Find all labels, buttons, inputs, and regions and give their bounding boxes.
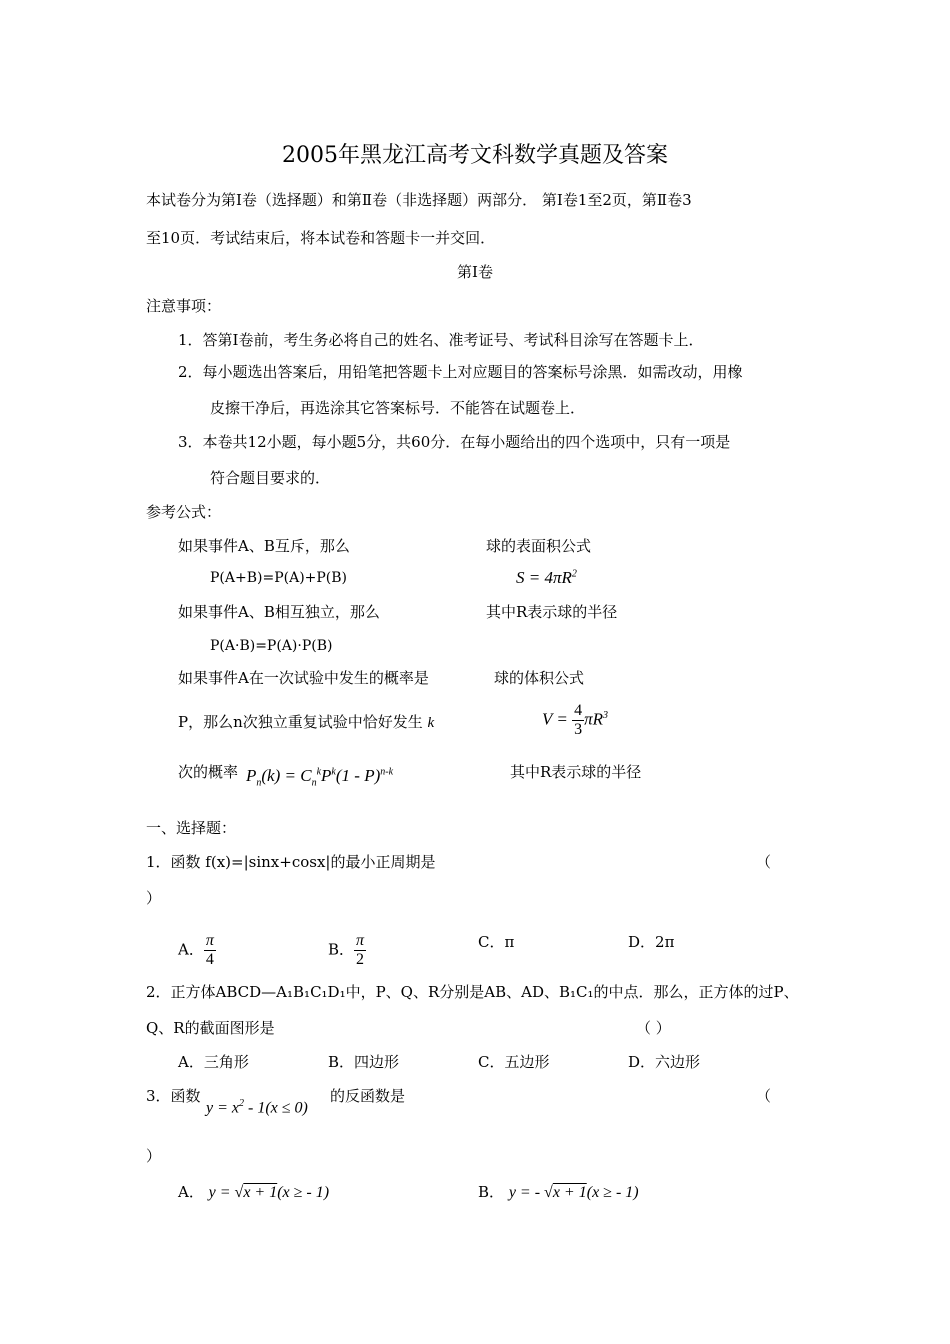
intro-line-1: 本试卷分为第Ⅰ卷（选择题）和第Ⅱ卷（非选择题）两部分． 第Ⅰ卷1至2页，第Ⅱ卷3 <box>146 191 692 209</box>
formula-binomial-line-2: P，那么n次独立重复试验中恰好发生 k <box>178 713 435 731</box>
question-3-eq: $y = x^2 - 1(x \le 0)$ <box>206 1098 308 1117</box>
formula-independent-eq: P(A·B)=P(A)·P(B) <box>210 638 333 654</box>
formula-binomial-eq: $P_n(k) = C_n^kP^k(1 - P)^{n-k}$ <box>246 766 394 789</box>
question-3-tail: 的反函数是 <box>330 1087 406 1105</box>
question-2-option-d: D．六边形 <box>628 1053 701 1071</box>
question-2-line-2: Q、R的截面图形是 <box>146 1019 275 1037</box>
formula-sphere-surface: 球的表面积公式 <box>486 537 592 555</box>
question-2-answer-paren: （ ） <box>636 1019 671 1037</box>
notice-item-1: 1．答第Ⅰ卷前，考生务必将自己的姓名、准考证号、考试科目涂写在答题卡上． <box>178 331 704 349</box>
notice-item-2-line-2: 皮擦干净后，再选涂其它答案标号．不能答在试题卷上． <box>210 399 586 417</box>
question-3-option-b: B． y = - √x + 1(x ≥ - 1) <box>478 1183 639 1201</box>
page-title: 2005年黑龙江高考文科数学真题及答案 <box>282 143 668 168</box>
formula-sphere-volume-note: 其中R表示球的半径 <box>510 763 642 781</box>
question-2-line-1: 2．正方体ABCD—A₁B₁C₁D₁中，P、Q、R分别是AB、AD、B₁C₁的中点．那么，正方体的过P、 <box>146 983 799 1001</box>
notice-item-2-line-1: 2．每小题选出答案后，用铅笔把答题卡上对应题目的答案标号涂黑．如需改动，用橡 <box>178 363 743 381</box>
formulas-heading: 参考公式： <box>146 503 222 521</box>
question-3-lead: 3．函数 <box>146 1087 201 1105</box>
formula-binomial-line-1: 如果事件A在一次试验中发生的概率是 <box>178 669 429 687</box>
formula-mutually-exclusive: 如果事件A、B互斥，那么 <box>178 537 350 555</box>
part1-heading: 一、选择题： <box>146 819 237 837</box>
question-1-option-b: B． $\frac{\pi}{2}$ <box>328 932 365 968</box>
question-1-answer-paren-right: ） <box>146 889 162 907</box>
notice-heading: 注意事项： <box>146 297 222 315</box>
question-3-answer-paren-right: ） <box>146 1147 162 1165</box>
notice-item-3-line-1: 3．本卷共12小题，每小题5分，共60分．在每小题给出的四个选项中，只有一项是 <box>178 433 731 451</box>
formula-sphere-volume: 球的体积公式 <box>494 669 585 687</box>
question-1-option-c: C．π <box>478 933 515 951</box>
notice-item-3-line-2: 符合题目要求的． <box>210 469 331 487</box>
section-label: 第I卷 <box>457 263 493 281</box>
intro-line-2: 至10页．考试结束后，将本试卷和答题卡一并交回． <box>146 229 496 247</box>
formula-binomial-line-3: 次的概率 <box>178 763 239 781</box>
question-3-option-a: A． y = √x + 1(x ≥ - 1) <box>178 1183 330 1201</box>
question-1-option-a: A． $\frac{\pi}{4}$ <box>178 932 214 968</box>
formula-sphere-surface-note: 其中R表示球的半径 <box>486 603 618 621</box>
formula-sphere-volume-eq: V = $\frac{4}{3}$ $\pi R^3$ <box>542 702 608 738</box>
question-1: 1．函数 f(x)=|sinx+cosx|的最小正周期是 <box>146 853 436 871</box>
question-3-answer-paren-left: （ <box>756 1087 772 1105</box>
question-2-option-b: B．四边形 <box>328 1053 400 1071</box>
question-1-option-d: D．2π <box>628 933 675 951</box>
formula-mutually-exclusive-eq: P(A+B)=P(A)+P(B) <box>210 570 348 586</box>
question-1-answer-paren-left: （ <box>756 853 772 871</box>
formula-independent: 如果事件A、B相互独立，那么 <box>178 603 380 621</box>
question-2-option-a: A．三角形 <box>178 1053 249 1071</box>
formula-sphere-surface-eq: $S = 4\pi R^2$ <box>516 568 577 587</box>
question-2-option-c: C．五边形 <box>478 1053 550 1071</box>
